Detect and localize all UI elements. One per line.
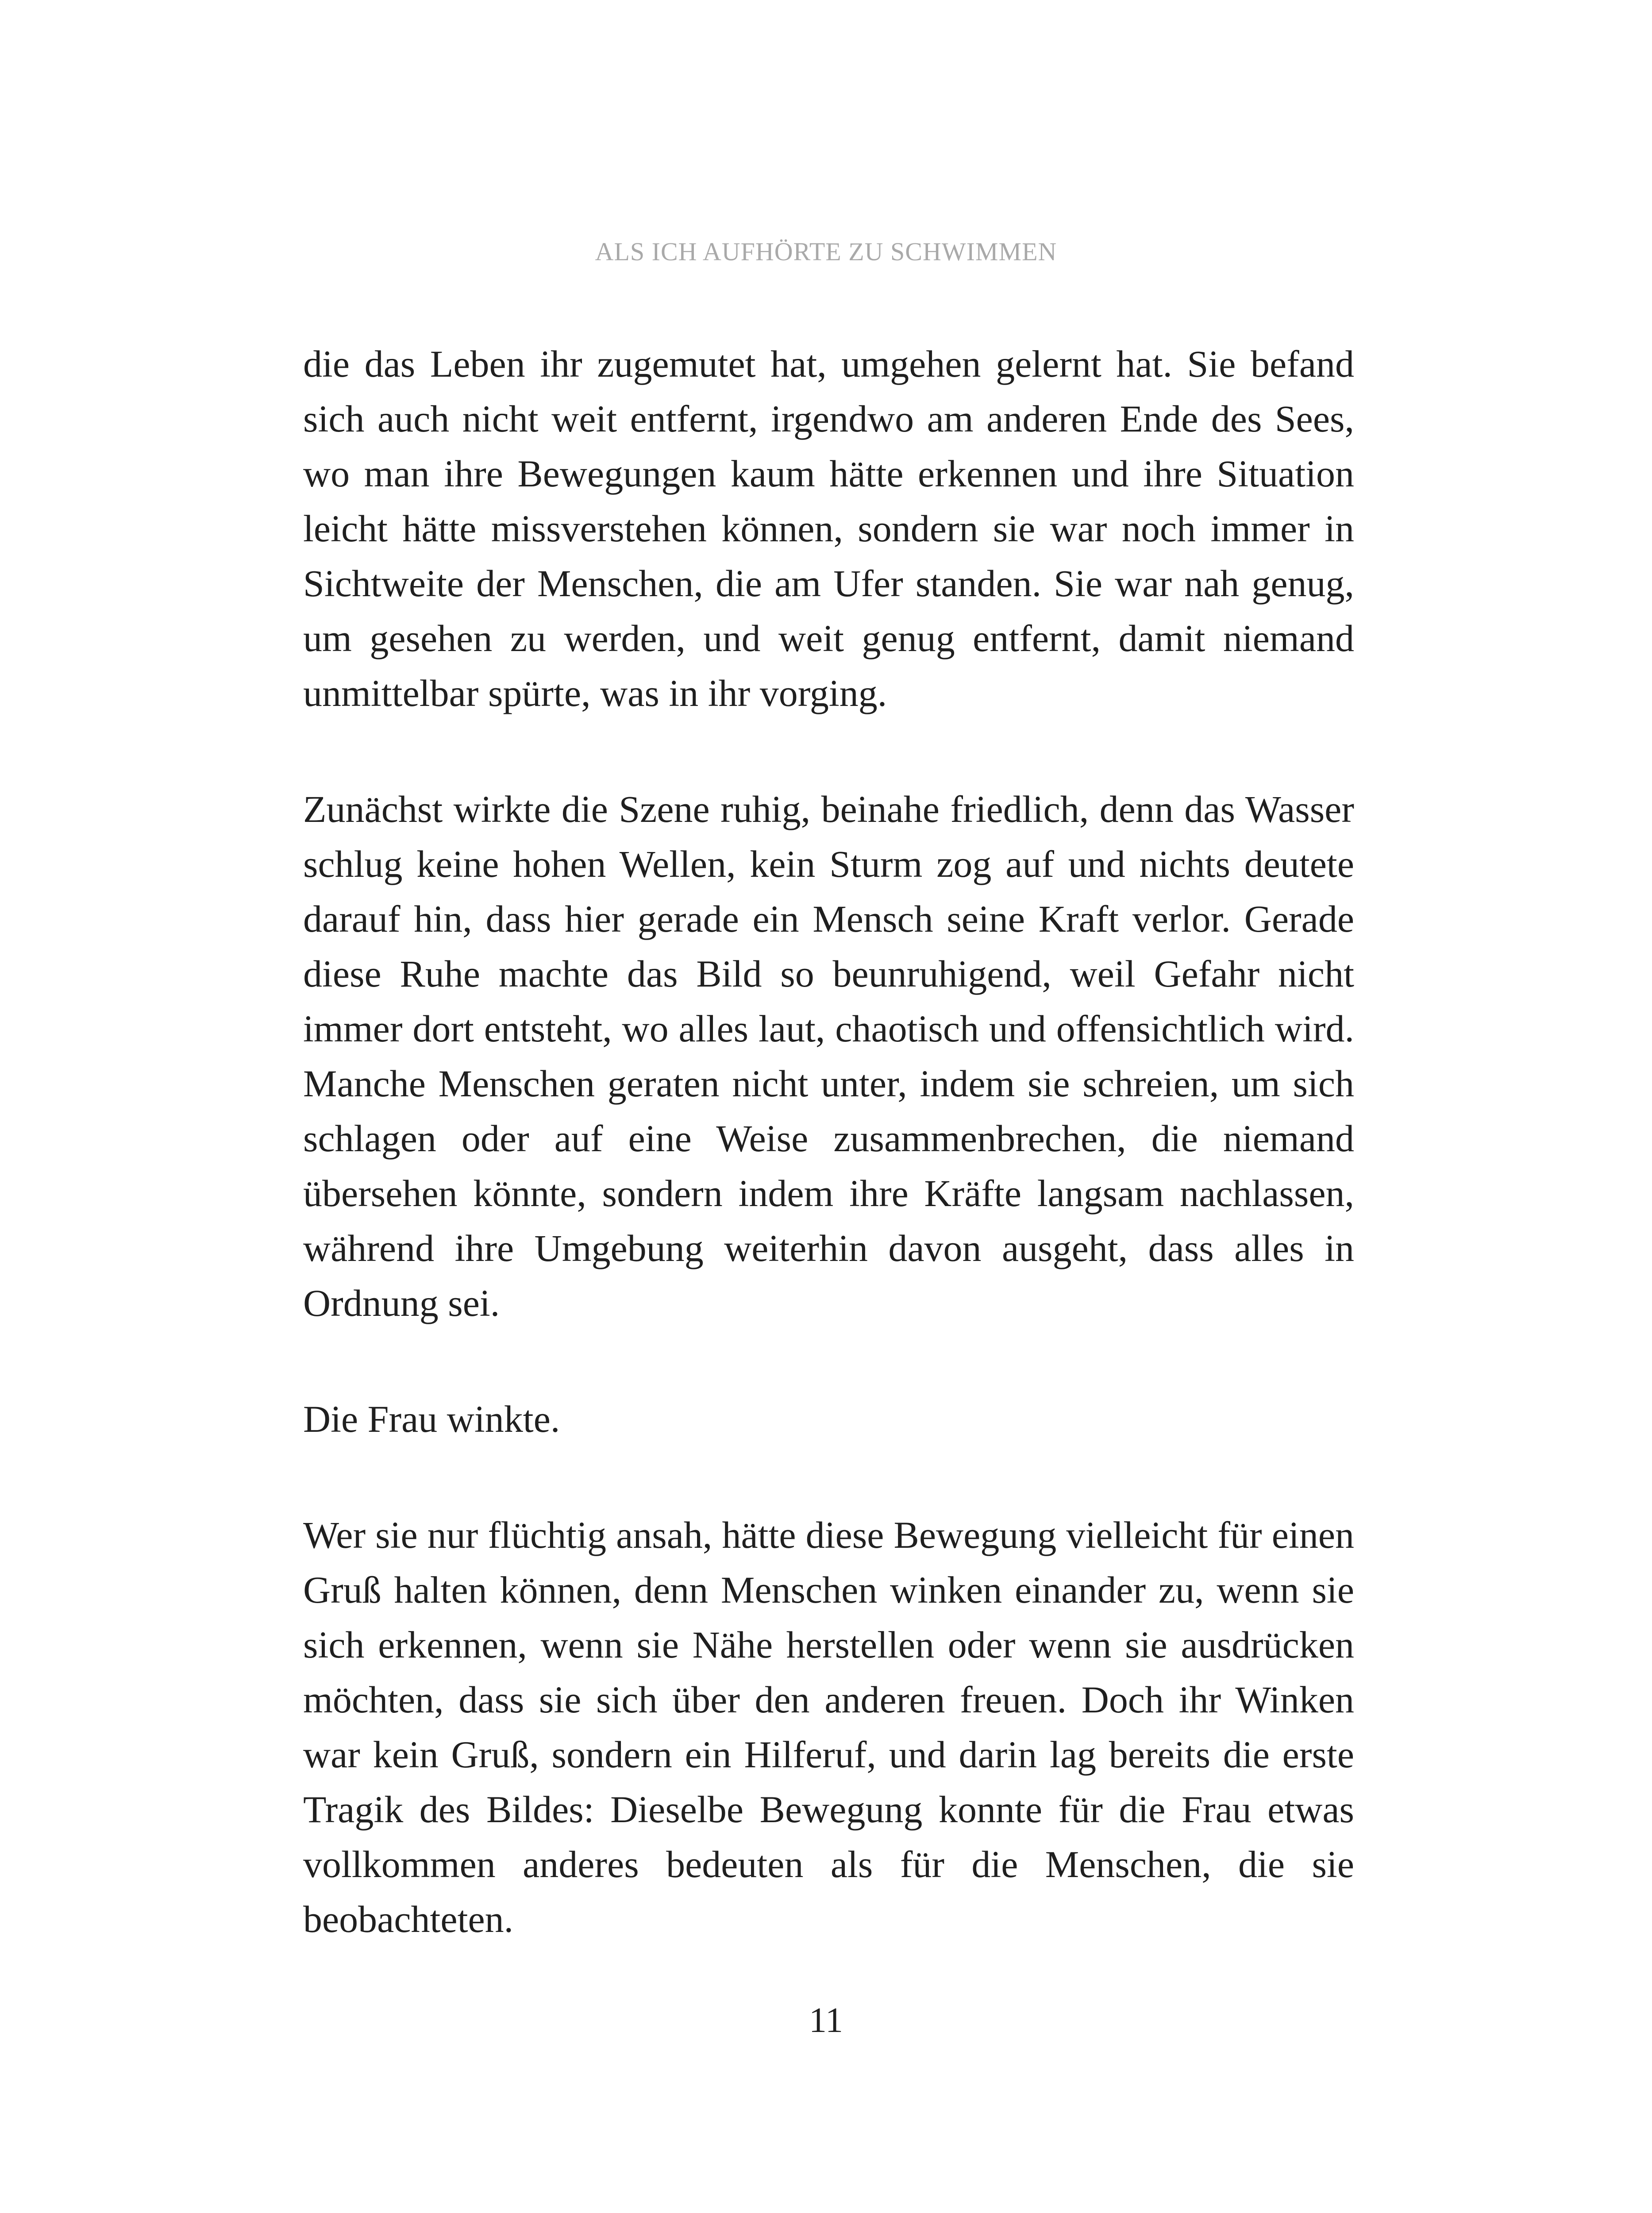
page-number: 11: [809, 2001, 843, 2040]
paragraph-2: Zunächst wirkte die Szene ruhig, beinahe friedlich, denn das Wasser schlug keine hohen Wellen, kein Sturm zog auf und nichts deutete darauf hin, dass hier gerade ein Mensch seine Kraft verlor. Gerade diese Ruhe machte das Bild so beunruhigend, weil Gefahr nicht immer dort entsteht, wo alles laut, chaotisch und offensichtlich wird. Manche Menschen geraten nicht unter, indem sie schreien, um sich schlagen oder auf eine Weise zusammenbrechen, die niemand übersehen könnte, sondern indem ihre Kräfte langsam nachlassen, während ihre Umgebung weiterhin davon ausgeht, dass alles in Ordnung sei.: [303, 788, 1354, 1324]
body-text: [303, 336, 1354, 1947]
paragraph-1: die das Leben ihr zugemutet hat, umgehen gelernt hat. Sie befand sich auch nicht weit entfernt, irgendwo am anderen Ende des Sees, wo man ihre Bewegungen kaum hätte erkennen und ihre Situation leicht hätte missverstehen können, sondern sie war noch immer in Sichtweite der Menschen, die am Ufer standen. Sie war nah genug, um gesehen zu werden, und weit genug entfernt, damit niemand unmittelbar spürte, was in ihr vorging.: [303, 343, 1354, 714]
paragraph-3: Die Frau winkte.: [303, 1398, 560, 1440]
paragraph-4: Wer sie nur flüchtig ansah, hätte diese Bewegung vielleicht für einen Gruß halten können, denn Menschen winken einander zu, wenn sie sich erkennen, wenn sie Nähe herstellen oder wenn sie ausdrücken möchten, dass sie sich über den anderen freuen. Doch ihr Winken war kein Gruß, sondern ein Hilferuf, und darin lag bereits die erste Tragik des Bildes: Dieselbe Bewegung konnte für die Frau etwas vollkommen anderes bedeuten als für die Menschen, die sie beobachteten.: [303, 1514, 1354, 1940]
running-head: ALS ICH AUFHÖRTE ZU SCHWIMMEN: [595, 237, 1057, 266]
